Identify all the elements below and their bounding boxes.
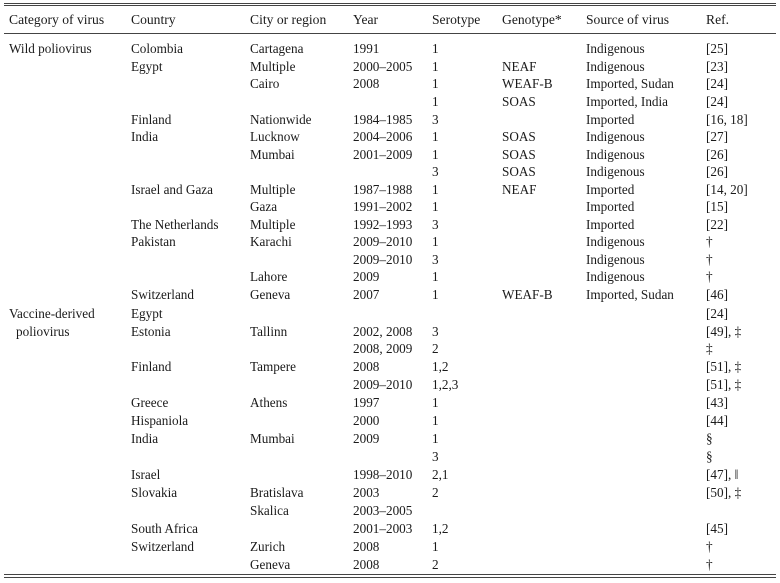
cell-source: Imported	[586, 112, 635, 127]
cell-country: Finland	[131, 112, 172, 127]
cell-ref: [25]	[706, 41, 728, 56]
cell-genotype: WEAF-B	[502, 76, 553, 91]
top-rule	[4, 3, 776, 4]
cell-country: South Africa	[131, 521, 199, 536]
bottom-rule	[4, 574, 776, 575]
cell-country: Switzerland	[131, 287, 194, 302]
cell-country: Egypt	[131, 306, 163, 321]
cell-year: 2004–2006	[353, 129, 413, 144]
cell-genotype: SOAS	[502, 94, 536, 109]
cell-ref: [51], ‡	[706, 377, 742, 392]
cell-serotype: 3	[432, 164, 439, 179]
cell-city: Zurich	[250, 539, 286, 554]
cell-year: 2002, 2008	[353, 324, 413, 339]
cell-year: 2000–2005	[353, 59, 413, 74]
cell-genotype: SOAS	[502, 164, 536, 179]
cell-source: Indigenous	[586, 59, 645, 74]
cell-genotype: SOAS	[502, 147, 536, 162]
cell-country: Estonia	[131, 324, 171, 339]
cell-city: Multiple	[250, 182, 296, 197]
cell-source: Indigenous	[586, 269, 645, 284]
cell-year: 2007	[353, 287, 380, 302]
cell-serotype: 1,2	[432, 521, 449, 536]
cell-ref: †	[706, 252, 713, 267]
cell-category: poliovirus	[16, 324, 70, 339]
cell-city: Bratislava	[250, 485, 304, 500]
cell-year: 2008, 2009	[353, 341, 413, 356]
cell-country: Slovakia	[131, 485, 178, 500]
cell-year: 2008	[353, 539, 380, 554]
cell-city: Multiple	[250, 59, 296, 74]
cell-year: 2000	[353, 413, 380, 428]
cell-serotype: 1,2,3	[432, 377, 459, 392]
cell-year: 1987–1988	[353, 182, 413, 197]
cell-ref: [47], ‖	[706, 467, 739, 482]
cell-year: 1992–1993	[353, 217, 413, 232]
cell-city: Karachi	[250, 234, 292, 249]
cell-genotype: WEAF-B	[502, 287, 553, 302]
cell-source: Indigenous	[586, 234, 645, 249]
cell-source: Indigenous	[586, 41, 645, 56]
cell-ref: [14, 20]	[706, 182, 748, 197]
cell-ref: §	[706, 431, 713, 446]
cell-serotype: 3	[432, 449, 439, 464]
cell-ref: †	[706, 234, 713, 249]
cell-serotype: 2	[432, 485, 439, 500]
cell-ref: [50], ‡	[706, 485, 742, 500]
cell-ref: [24]	[706, 94, 728, 109]
cell-city: Mumbai	[250, 431, 295, 446]
cell-year: 1991–2002	[353, 199, 413, 214]
cell-year: 2008	[353, 359, 380, 374]
cell-country: Israel	[131, 467, 161, 482]
header-city: City or region	[250, 12, 327, 27]
cell-city: Mumbai	[250, 147, 295, 162]
cell-serotype: 3	[432, 217, 439, 232]
cell-source: Indigenous	[586, 147, 645, 162]
cell-ref: †	[706, 269, 713, 284]
cell-ref: †	[706, 539, 713, 554]
header-rule	[4, 33, 776, 34]
cell-year: 2008	[353, 76, 380, 91]
cell-country: Switzerland	[131, 539, 194, 554]
cell-year: 1998–2010	[353, 467, 413, 482]
cell-ref: ‡	[706, 341, 713, 356]
cell-ref: [24]	[706, 76, 728, 91]
header-serotype: Serotype	[432, 12, 481, 27]
cell-year: 2001–2003	[353, 521, 413, 536]
cell-country: Finland	[131, 359, 172, 374]
cell-year: 2009–2010	[353, 377, 413, 392]
cell-serotype: 1	[432, 234, 439, 249]
cell-city: Lahore	[250, 269, 288, 284]
cell-ref: [26]	[706, 147, 728, 162]
header-genotype: Genotype*	[502, 12, 562, 27]
cell-source: Imported, Sudan	[586, 287, 674, 302]
cell-serotype: 3	[432, 252, 439, 267]
cell-source: Imported, Sudan	[586, 76, 674, 91]
cell-ref: [43]	[706, 395, 728, 410]
cell-genotype: SOAS	[502, 129, 536, 144]
cell-ref: [23]	[706, 59, 728, 74]
cell-ref: [15]	[706, 199, 728, 214]
cell-serotype: 1	[432, 413, 439, 428]
cell-ref: †	[706, 557, 713, 572]
cell-country: The Netherlands	[131, 217, 219, 232]
cell-year: 1991	[353, 41, 380, 56]
cell-serotype: 1	[432, 395, 439, 410]
cell-serotype: 2	[432, 341, 439, 356]
cell-country: India	[131, 431, 159, 446]
cell-city: Cairo	[250, 76, 280, 91]
header-source: Source of virus	[586, 12, 670, 27]
cell-serotype: 2	[432, 557, 439, 572]
cell-ref: [51], ‡	[706, 359, 742, 374]
cell-serotype: 1	[432, 182, 439, 197]
cell-serotype: 1	[432, 539, 439, 554]
cell-country: Hispaniola	[131, 413, 189, 428]
cell-category: Wild poliovirus	[9, 41, 92, 56]
cell-country: Pakistan	[131, 234, 176, 249]
cell-country: Israel and Gaza	[131, 182, 214, 197]
cell-city: Skalica	[250, 503, 289, 518]
cell-serotype: 1	[432, 287, 439, 302]
cell-source: Indigenous	[586, 129, 645, 144]
header-country: Country	[131, 12, 176, 27]
cell-serotype: 1	[432, 147, 439, 162]
header-ref: Ref.	[706, 12, 730, 27]
cell-country: India	[131, 129, 159, 144]
cell-ref: [45]	[706, 521, 728, 536]
cell-year: 2003	[353, 485, 380, 500]
cell-city: Geneva	[250, 557, 291, 572]
cell-source: Indigenous	[586, 164, 645, 179]
cell-serotype: 1	[432, 76, 439, 91]
cell-ref: [24]	[706, 306, 728, 321]
cell-serotype: 1	[432, 431, 439, 446]
cell-source: Imported, India	[586, 94, 669, 109]
cell-year: 1997	[353, 395, 380, 410]
cell-serotype: 1	[432, 129, 439, 144]
cell-city: Cartagena	[250, 41, 304, 56]
cell-city: Lucknow	[250, 129, 300, 144]
cell-city: Athens	[250, 395, 288, 410]
cell-city: Nationwide	[250, 112, 312, 127]
cell-ref: §	[706, 449, 713, 464]
cell-country: Greece	[131, 395, 169, 410]
cell-year: 2003–2005	[353, 503, 413, 518]
cell-category: Vaccine-derived	[9, 306, 95, 321]
cell-ref: [46]	[706, 287, 728, 302]
cell-source: Imported	[586, 217, 635, 232]
cell-source: Imported	[586, 199, 635, 214]
cell-year: 2009	[353, 431, 380, 446]
cell-serotype: 3	[432, 112, 439, 127]
cell-year: 2009–2010	[353, 252, 413, 267]
cell-serotype: 1	[432, 269, 439, 284]
cell-city: Multiple	[250, 217, 296, 232]
header-year: Year	[353, 12, 379, 27]
cell-source: Indigenous	[586, 252, 645, 267]
cell-year: 2009	[353, 269, 380, 284]
cell-serotype: 3	[432, 324, 439, 339]
cell-ref: [26]	[706, 164, 728, 179]
cell-serotype: 1,2	[432, 359, 449, 374]
cell-serotype: 1	[432, 59, 439, 74]
cell-ref: [27]	[706, 129, 728, 144]
cell-country: Egypt	[131, 59, 163, 74]
cell-year: 2008	[353, 557, 380, 572]
cell-ref: [16, 18]	[706, 112, 748, 127]
cell-serotype: 2,1	[432, 467, 449, 482]
cell-city: Tampere	[250, 359, 296, 374]
cell-serotype: 1	[432, 41, 439, 56]
cell-serotype: 1	[432, 199, 439, 214]
cell-ref: [44]	[706, 413, 728, 428]
cell-city: Geneva	[250, 287, 291, 302]
cell-serotype: 1	[432, 94, 439, 109]
cell-genotype: NEAF	[502, 182, 537, 197]
top-rule-2	[4, 5, 776, 6]
header-category: Category of virus	[9, 12, 105, 27]
bottom-rule-2	[4, 577, 776, 578]
cell-ref: [49], ‡	[706, 324, 742, 339]
cell-year: 1984–1985	[353, 112, 413, 127]
cell-ref: [22]	[706, 217, 728, 232]
cell-city: Tallinn	[250, 324, 288, 339]
cell-source: Imported	[586, 182, 635, 197]
cell-country: Colombia	[131, 41, 184, 56]
cell-year: 2001–2009	[353, 147, 413, 162]
cell-genotype: NEAF	[502, 59, 537, 74]
cell-year: 2009–2010	[353, 234, 413, 249]
cell-city: Gaza	[250, 199, 278, 214]
